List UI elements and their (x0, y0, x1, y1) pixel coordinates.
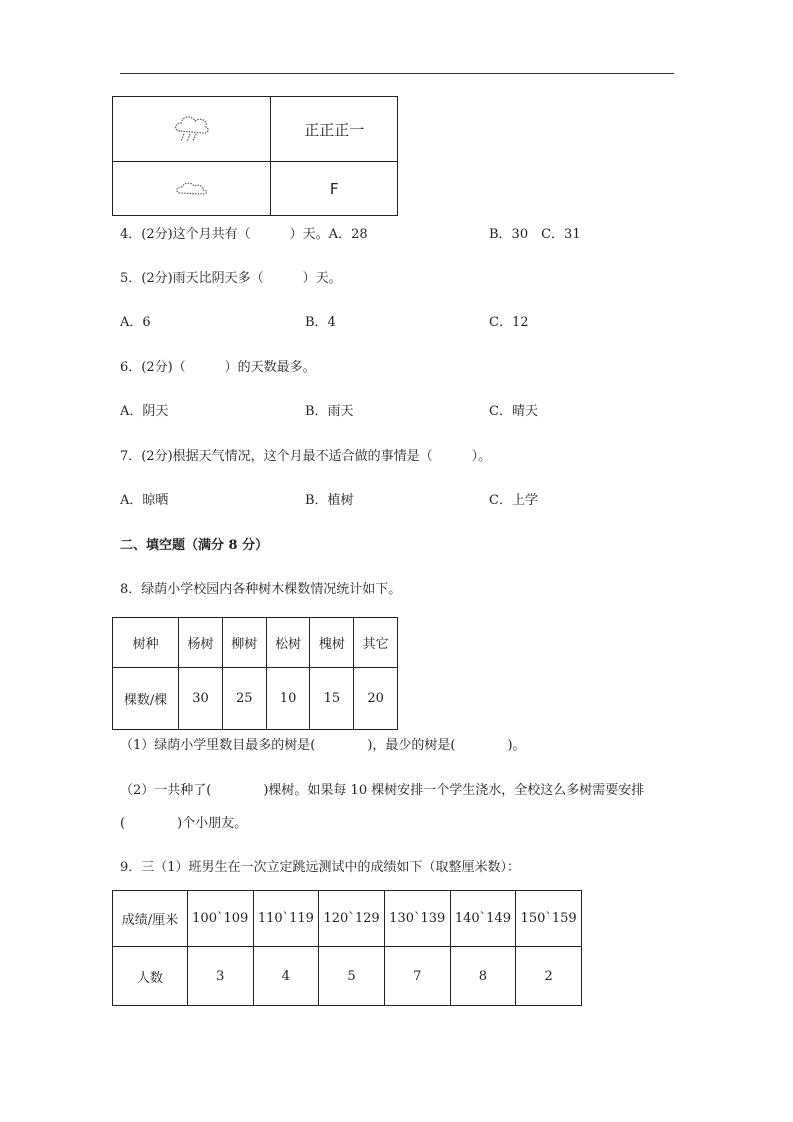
table-header-cell: 100`109 (187, 891, 253, 947)
table-header-cell: 130`139 (384, 891, 450, 947)
weather-cell-rain (113, 97, 271, 162)
table-cell: 棵数/棵 (113, 668, 179, 730)
q5-option-a[interactable]: A．6 (120, 315, 151, 330)
table-header-cell: 120`129 (319, 891, 385, 947)
q6-stem: 6．(2分)（ ）的天数最多。 (120, 360, 316, 375)
q6-option-a[interactable]: A．阴天 (120, 404, 169, 419)
table-cell: 3 (187, 947, 253, 1006)
section-heading: 二、填空题（满分 8 分） (120, 538, 269, 553)
table-cell: 20 (354, 668, 398, 730)
q7-option-b[interactable]: B．植树 (305, 493, 354, 508)
table-cell: 2 (516, 947, 582, 1006)
q8-sub1: （1）绿荫小学里数目最多的树是( )，最少的树是( )。 (120, 738, 526, 753)
table-cell: 30 (179, 668, 223, 730)
q7-option-a[interactable]: A．晾晒 (120, 493, 169, 508)
q6-option-b[interactable]: B．雨天 (305, 404, 354, 419)
q8-sub2-line1: （2）一共种了( )棵树。如果每 10 棵树安排一个学生浇水，全校这么多树需要安排 (120, 783, 645, 798)
table-header-cell: 杨树 (179, 618, 223, 668)
table-header-cell: 110`119 (253, 891, 319, 947)
table-cell: 人数 (113, 947, 188, 1006)
table-header-cell: 松树 (266, 618, 310, 668)
rain-cloud-icon (172, 113, 212, 145)
q5-option-b[interactable]: B．4 (305, 315, 336, 330)
q5-stem: 5．(2分)雨天比阴天多（ ）天。 (120, 271, 342, 286)
q8-stem: 8．绿荫小学校园内各种树木棵数情况统计如下。 (120, 582, 402, 597)
q4-stem: 4．(2分)这个月共有（ ）天。A．28 (120, 227, 368, 242)
jump-score-table (112, 890, 582, 1006)
table-header-cell: 成绩/厘米 (113, 891, 188, 947)
table-cell: 10 (266, 668, 310, 730)
q4-options: B．30 C．31 (489, 227, 581, 242)
table-header-cell: 树种 (113, 618, 179, 668)
q5-option-c[interactable]: C．12 (489, 315, 529, 330)
weather-tally-rain: 正正正一 (271, 97, 398, 162)
table-cell: 4 (253, 947, 319, 1006)
table-cell: 5 (319, 947, 385, 1006)
table-header-cell: 150`159 (516, 891, 582, 947)
table-header-cell: 柳树 (222, 618, 266, 668)
table-cell: 7 (384, 947, 450, 1006)
weather-cell-cloudy (113, 162, 271, 216)
q7-option-c[interactable]: C．上学 (489, 493, 538, 508)
q6-option-c[interactable]: C．晴天 (489, 404, 538, 419)
table-cell: 8 (450, 947, 516, 1006)
table-header-cell: 140`149 (450, 891, 516, 947)
table-cell: 25 (222, 668, 266, 730)
table-cell: 15 (310, 668, 354, 730)
weather-tally-cloudy: F (271, 162, 398, 216)
q7-stem: 7．(2分)根据天气情况，这个月最不适合做的事情是（ ）。 (120, 449, 492, 464)
table-header-cell: 其它 (354, 618, 398, 668)
q8-sub2-line2: ( )个小朋友。 (120, 816, 248, 831)
weather-tally-table (112, 96, 398, 216)
cloud-icon (174, 180, 210, 198)
q9-stem: 9．三（1）班男生在一次立定跳远测试中的成绩如下（取整厘米数）： (120, 860, 521, 875)
header-rule (120, 73, 674, 74)
table-header-cell: 槐树 (310, 618, 354, 668)
tree-count-table (112, 617, 398, 730)
